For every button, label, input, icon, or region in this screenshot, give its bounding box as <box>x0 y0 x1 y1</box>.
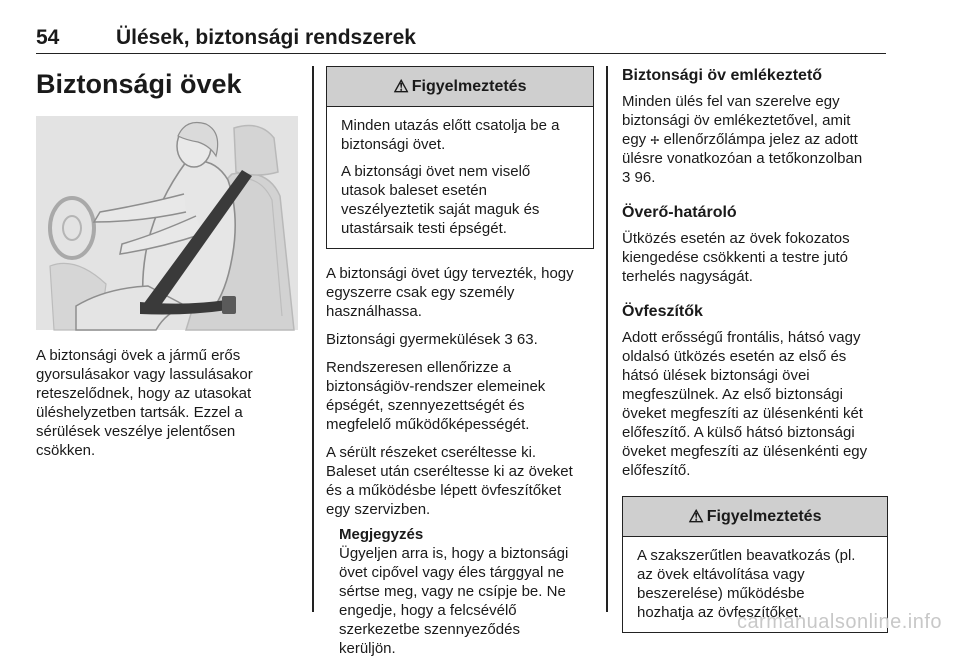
paragraph: Adott erősségű frontális, hátsó vagy oldalsó ütközés esetén az első és hátsó ülések biztonsági övei megfeszülnek. Az első biztonsági öveket megfeszíti az ülésenkénti két előfeszítő. A külső hátsó biztonsági öveket megfeszíti az ülésenkénti egy előfeszítő. <box>622 329 868 479</box>
warning-title: Figyelmeztetés <box>706 508 822 525</box>
column-1 <box>36 66 298 460</box>
warning-body <box>327 107 593 248</box>
column-2 <box>326 66 594 658</box>
warning-header <box>327 67 593 107</box>
warning-text: A szakszerűtlen beavatkozás (pl. az övek eltávolítása vagy beszerelése) működésbe hozhatja az övfeszítőket. <box>637 547 856 621</box>
cross-reference-paragraph: Biztonsági gyermekülések 3 63. <box>326 331 538 348</box>
note-title: Megjegyzés <box>339 526 424 543</box>
column-3 <box>622 66 888 633</box>
column-divider <box>606 66 608 612</box>
warning-header <box>623 497 887 537</box>
paragraph: Ütközés esetén az övek fokozatos kiengedése csökkenti a testre jutó terhelés nagyságát. <box>622 230 850 285</box>
intro-paragraph: A biztonsági övek a jármű erős gyorsulásakor vagy lassulásakor reteszelődnek, hogy az utasokat üléshelyzetben tartsák. Ezzel a sérülések veszélye jelentősen csökken. <box>36 347 253 459</box>
section-heading: Biztonsági öv emlékeztető <box>622 67 823 84</box>
seatbelt-drawing <box>36 116 298 330</box>
warning-triangle-icon: ⚠ <box>688 507 704 526</box>
paragraph: Rendszeresen ellenőrizze a biztonságiöv-rendszer elemeinek épségét, szennyezettségét és megfelelő működőképességét. <box>326 359 546 433</box>
section-heading: Övfeszítők <box>622 303 703 320</box>
warning-triangle-icon: ⚠ <box>393 77 409 96</box>
watermark: carmanualsonline.info <box>736 611 942 633</box>
page-header <box>36 26 886 54</box>
section-heading: Överő-határoló <box>622 204 737 221</box>
paragraph: A biztonsági övet úgy tervezték, hogy egyszerre csak egy személy használhassa. <box>326 265 574 320</box>
warning-text: Minden utazás előtt csatolja be a biztonsági övet. <box>341 117 560 153</box>
chapter-title: Ülések, biztonsági rendszerek <box>116 26 416 49</box>
paragraph: A sérült részeket cseréltesse ki. Baleset után cseréltesse ki az öveket és a működésbe lépett övfeszítőket egy szervizben. <box>326 444 573 518</box>
note-text: Ügyeljen arra is, hogy a biztonsági övet cipővel vagy éles tárggyal ne sértse meg, vagy ne csípje be. Ne engedje, hogy a felcsévélő szerkezetbe szennyeződés kerüljön. <box>339 545 569 657</box>
page-number: 54 <box>36 26 60 49</box>
section-title: Biztonsági övek <box>36 69 242 99</box>
warning-text: A biztonsági övet nem viselő utasok baleset esetén veszélyeztetik saját maguk és utastársaik testi épségét. <box>341 163 540 237</box>
column-divider <box>312 66 314 612</box>
note-block <box>326 525 594 658</box>
warning-box <box>326 66 594 249</box>
seatbelt-illustration <box>36 116 298 330</box>
warning-title: Figyelmeztetés <box>411 78 527 95</box>
paragraph: Minden ülés fel van szerelve egy biztonsági öv emlékeztetővel, amit egy 🕂 ellenőrzőlámpa jelez az adott ülésre vonatkozóan a tetőkonzolban 3 96. <box>622 93 863 186</box>
